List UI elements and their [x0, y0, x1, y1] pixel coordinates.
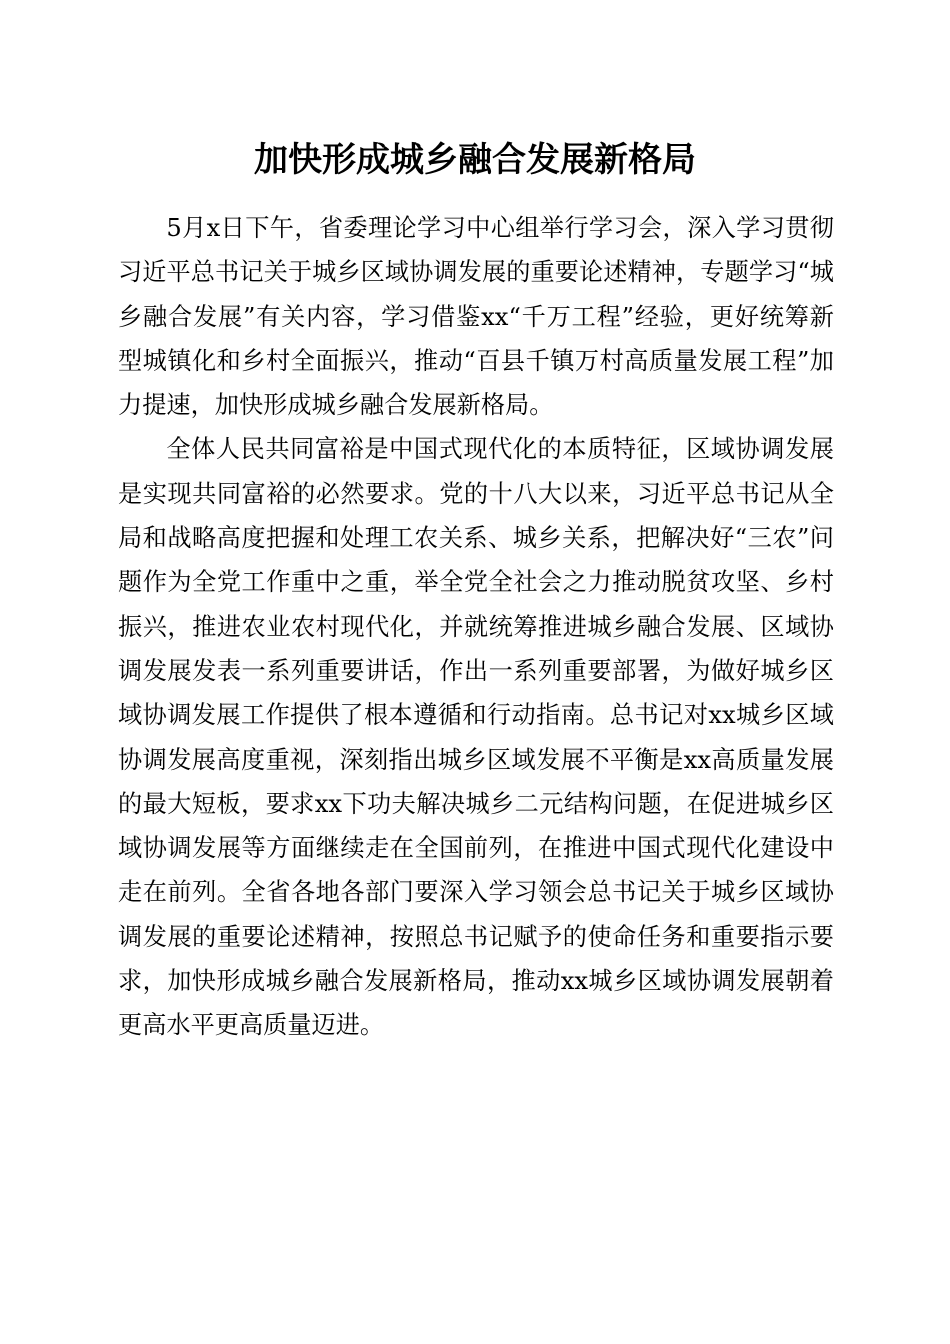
paragraph-2: 全体人民共同富裕是中国式现代化的本质特征，区域协调发展是实现共同富裕的必然要求。党的十八大以来，习近平总书记从全局和战略高度把握和处理工农关系、城乡关系，把解决好“三农”问题作为全党工作重中之重，举全党全社会之力推动脱贫攻坚、乡村振兴，推进农业农村现代化，并就统筹推进城乡融合发展、区域协调发展发表一系列重要讲话，作出一系列重要部署，为做好城乡区域协调发展工作提供了根本遵循和行动指南。总书记对xx城乡区域协调发展高度重视，深刻指出城乡区域发展不平衡是xx高质量发展的最大短板，要求xx下功夫解决城乡二元结构问题，在促进城乡区域协调发展等方面继续走在全国前列，在推进中国式现代化建设中走在前列。全省各地各部门要深入学习领会总书记关于城乡区域协调发展的重要论述精神，按照总书记赋予的使命任务和重要指示要求，加快形成城乡融合发展新格局，推动xx城乡区域协调发展朝着更高水平更高质量迈进。 — [118, 435, 834, 1040]
paragraph-1: 5月x日下午，省委理论学习中心组举行学习会，深入学习贯彻习近平总书记关于城乡区域协调发展的重要论述精神，专题学习“城乡融合发展”有关内容，学习借鉴xx“千万工程”经验，更好统筹新型城镇化和乡村全面振兴，推动“百县千镇万村高质量发展工程”加力提速，加快形成城乡融合发展新格局。 — [118, 214, 834, 420]
document-title: 加快形成城乡融合发展新格局 — [254, 140, 696, 180]
document-body — [118, 206, 834, 1048]
